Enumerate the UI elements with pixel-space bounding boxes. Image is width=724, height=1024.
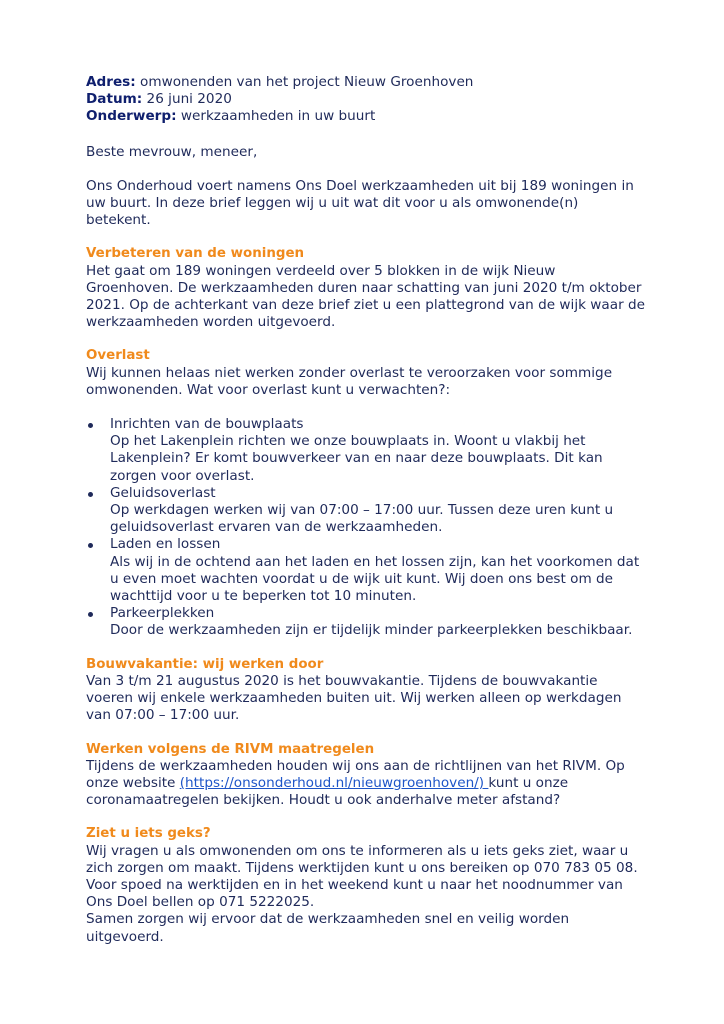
section-heading: Verbeteren van de woningen	[86, 246, 305, 262]
section-text: Het gaat om 189 woningen verdeeld over 5 blokken in de wijk Nieuw Groenhoven. De werkzaamheden duren naar schatting van juni 2020 t/m oktober 2021. Op de achterkant van deze brief ziet u een plattegrond van de wijk waar de werkzaamheden worden uitgevoerd.	[86, 262, 645, 331]
section-heading: Ziet u iets geks?	[86, 826, 211, 842]
subject-line	[86, 108, 646, 125]
closing-text: Samen zorgen wij ervoor dat de werkzaamheden snel en veilig worden uitgevoerd.	[86, 911, 570, 945]
list-item-text: Als wij in de ochtend aan het laden en het lossen zijn, kan het voorkomen dat u even moet wachten voordat u de wijk uit kunt. Wij doen ons best om de wachttijd voor u te beperken tot 10 minuten.	[110, 553, 640, 605]
rivm-text-before: Tijdens de werkzaamheden houden wij ons aan de richtlijnen van het RIVM. Op onze website	[86, 757, 625, 791]
address-line	[86, 74, 646, 91]
subject-value: werkzaamheden in uw buurt	[176, 108, 376, 125]
date-line	[86, 91, 646, 108]
rivm-website-link[interactable]: (https://onsonderhoud.nl/nieuwgroenhoven/)	[179, 774, 489, 791]
section-geks	[86, 825, 646, 945]
list-item-title: Geluidsoverlast	[110, 484, 216, 501]
section-text: Van 3 t/m 21 augustus 2020 is het bouwvakantie. Tijdens de bouwvakantie voeren wij enkele werkzaamheden buiten uit. Wij werken alleen op werkdagen van 07:00 – 17:00 uur.	[86, 672, 622, 724]
date-value: 26 juni 2020	[142, 91, 232, 108]
list-item	[86, 485, 646, 537]
section-bouwvakantie	[86, 656, 646, 725]
list-item-text: Op werkdagen werken wij van 07:00 – 17:00 uur. Tussen deze uren kunt u geluidsoverlast ervaren van de werkzaamheden.	[110, 502, 614, 536]
section-text: Wij vragen u als omwonenden om ons te informeren als u iets geks ziet, waar u zich zorgen om maakt. Tijdens werktijden kunt u ons bereiken op 070 783 05 08. Voor spoed na werktijden en in het weekend kunt u naar het noodnummer van Ons Doel bellen op 071 5222025.	[86, 842, 638, 911]
bullet-icon	[88, 423, 93, 428]
salutation: Beste mevrouw, meneer,	[86, 143, 258, 160]
address-value: omwonenden van het project Nieuw Groenhoven	[135, 74, 474, 90]
list-item-title: Laden en lossen	[110, 536, 221, 553]
rivm-text-after: kunt u onze coronamaatregelen bekijken. Houdt u ook anderhalve meter afstand?	[86, 774, 569, 809]
list-item-title: Parkeerplekken	[110, 605, 215, 622]
subject-label: Onderwerp:	[86, 108, 177, 125]
list-item	[86, 416, 646, 485]
list-item	[86, 536, 646, 605]
letter	[86, 74, 646, 946]
section-verbeteren	[86, 245, 646, 331]
date-label: Datum:	[86, 91, 143, 108]
list-item	[86, 605, 646, 639]
list-item-text: Op het Lakenplein richten we onze bouwplaats in. Woont u vlakbij het Lakenplein? Er komt bouwverkeer van en naar deze bouwplaats. Dit kan zorgen voor overlast.	[110, 433, 603, 484]
address-label: Adres:	[86, 74, 136, 90]
section-overlast	[86, 347, 646, 639]
section-text	[86, 758, 646, 810]
bullet-icon	[88, 543, 93, 548]
section-text: Wij kunnen helaas niet werken zonder overlast te veroorzaken voor sommige omwonenden. Wat voor overlast kunt u verwachten?:	[86, 364, 613, 398]
section-heading: Werken volgens de RIVM maatregelen	[86, 741, 375, 757]
intro-paragraph: Ons Onderhoud voert namens Ons Doel werkzaamheden uit bij 189 woningen in uw buurt. In deze brief leggen wij u uit wat dit voor u als omwonende(n) betekent.	[86, 177, 634, 229]
section-heading: Overlast	[86, 348, 150, 364]
list-item-text: Door de werkzaamheden zijn er tijdelijk minder parkeerplekken beschikbaar.	[110, 622, 633, 639]
section-rivm	[86, 741, 646, 810]
list-item-title: Inrichten van de bouwplaats	[110, 416, 304, 433]
bullet-icon	[88, 492, 93, 497]
section-heading: Bouwvakantie: wij werken door	[86, 656, 324, 672]
overlast-list	[86, 416, 646, 640]
bullet-icon	[88, 612, 93, 617]
